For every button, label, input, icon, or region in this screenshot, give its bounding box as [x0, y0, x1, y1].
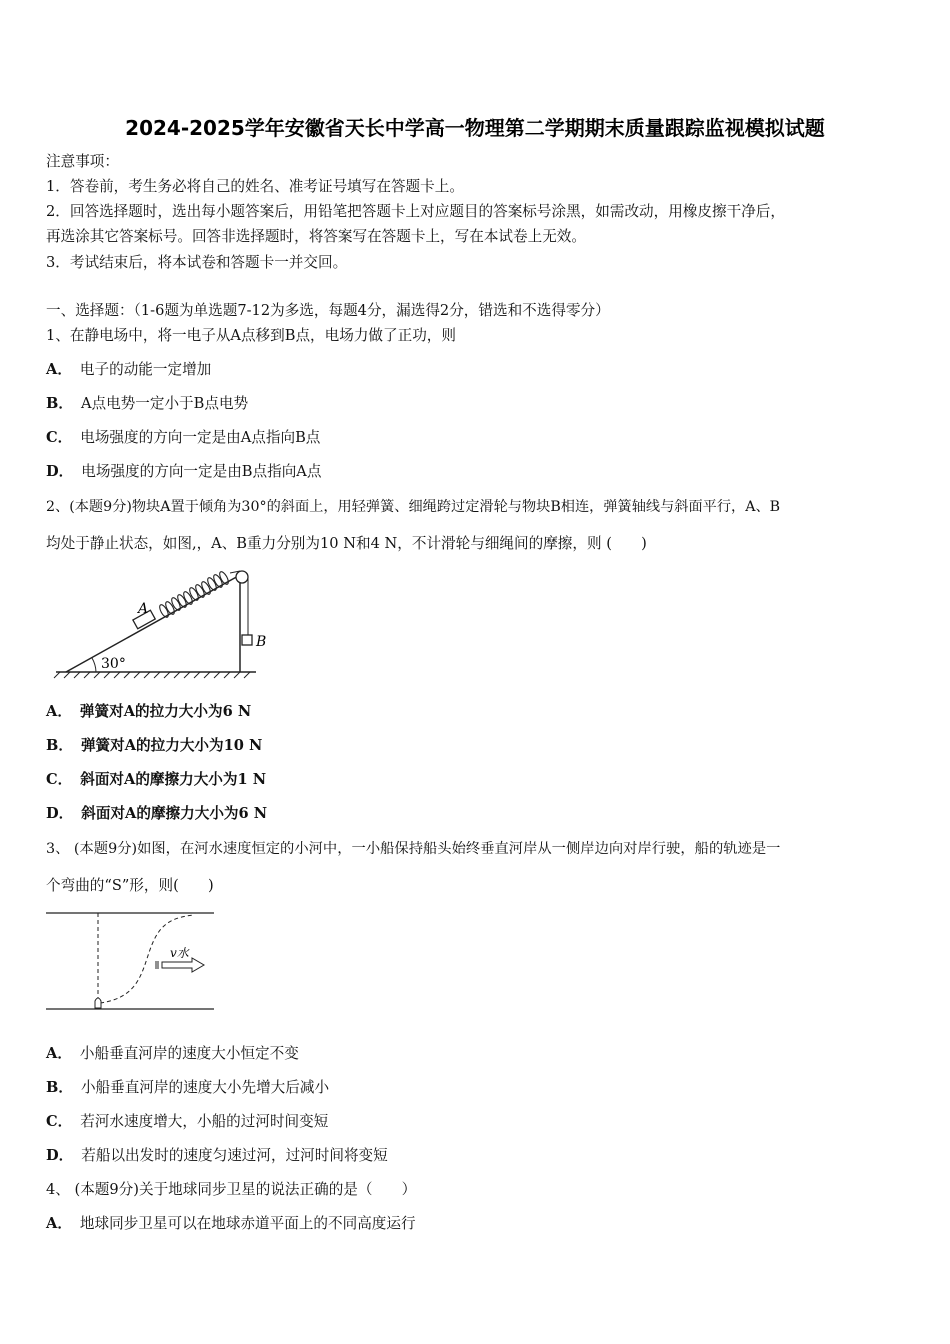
- option-text: 弹簧对A的拉力大小为6 N: [79, 703, 252, 720]
- question-4-option-a: [46, 1214, 416, 1234]
- option-label: A．: [46, 1215, 72, 1232]
- question-3-option-c: [46, 1112, 328, 1132]
- notice-heading: 注意事项：: [46, 153, 119, 170]
- option-label: C．: [46, 1113, 73, 1130]
- pulley: [236, 571, 248, 583]
- notice-item: 1．答卷前，考生务必将自己的姓名、准考证号填写在答题卡上。: [46, 178, 464, 195]
- incline-pulley-figure: [46, 565, 266, 680]
- option-label: B．: [46, 395, 73, 412]
- option-label: C．: [46, 429, 73, 446]
- option-label: A．: [46, 361, 72, 378]
- notice-item: 再选涂其它答案标号。回答非选择题时，将答案写在答题卡上，写在本试卷上无效。: [46, 228, 586, 245]
- option-text: 若船以出发时的速度匀速过河，过河时间将变短: [81, 1147, 388, 1164]
- question-3-stem-line2: 个弯曲的“S”形，则( ): [46, 877, 214, 894]
- question-2-option-b: [46, 736, 262, 756]
- block-a-label: A: [138, 601, 149, 617]
- option-text: 电场强度的方向一定是由B点指向A点: [81, 463, 322, 480]
- question-2-option-c: [46, 770, 266, 790]
- question-1-option-b: [46, 394, 248, 414]
- notice-item: 3．考试结束后，将本试卷和答题卡一并交回。: [46, 254, 348, 271]
- river-boat-figure: [44, 905, 219, 1017]
- angle-arc: [92, 658, 96, 672]
- question-3-option-b: [46, 1078, 329, 1098]
- option-text: A点电势一定小于B点电势: [80, 395, 249, 412]
- option-label: A．: [46, 703, 72, 720]
- question-2-option-d: [46, 804, 267, 824]
- option-label: D．: [46, 805, 74, 822]
- spring: [158, 570, 230, 618]
- question-2-stem-line2: 均处于静止状态，如图,，A、B重力分别为10 N和4 N，不计滑轮与细绳间的摩擦，则 ( ): [46, 535, 647, 552]
- boat: [95, 998, 101, 1008]
- notice-item: 2．回答选择题时，选出每小题答案后，用铅笔把答题卡上对应题目的答案标号涂黑，如需改动，用橡皮擦干净后，: [46, 203, 785, 220]
- question-3-option-d: [46, 1146, 388, 1166]
- option-text: 斜面对A的摩擦力大小为1 N: [80, 771, 267, 788]
- option-text: 小船垂直河岸的速度大小先增大后减小: [80, 1079, 330, 1096]
- option-text: 弹簧对A的拉力大小为10 N: [80, 737, 263, 754]
- question-1-option-d: [46, 462, 321, 482]
- question-1-stem: 1、在静电场中，将一电子从A点移到B点，电场力做了正功，则: [46, 327, 456, 344]
- incline-surface: [66, 575, 240, 672]
- question-3-option-a: [46, 1044, 299, 1064]
- question-2-stem-line1: 2、(本题9分)物块A置于倾角为30°的斜面上，用轻弹簧、细绳跨过定滑轮与物块B相连，弹簧轴线与斜面平行，A、B: [46, 499, 781, 515]
- option-text: 电场强度的方向一定是由A点指向B点: [80, 429, 321, 446]
- question-1-option-c: [46, 428, 320, 448]
- option-text: 小船垂直河岸的速度大小恒定不变: [79, 1045, 299, 1062]
- option-label: C．: [46, 771, 73, 788]
- option-text: 斜面对A的摩擦力大小为6 N: [81, 805, 268, 822]
- ground-hatch: [54, 672, 250, 678]
- option-label: A．: [46, 1045, 72, 1062]
- option-label: D．: [46, 463, 74, 480]
- block-b: [242, 635, 252, 645]
- question-1-option-a: [46, 360, 211, 380]
- question-4-stem: 4、 (本题9分)关于地球同步卫星的说法正确的是（ ）: [46, 1181, 417, 1198]
- option-text: 电子的动能一定增加: [79, 361, 212, 378]
- option-text: 地球同步卫星可以在地球赤道平面上的不同高度运行: [79, 1215, 416, 1232]
- option-label: B．: [46, 737, 73, 754]
- water-velocity-arrow: [162, 958, 204, 972]
- angle-label: 30°: [101, 656, 126, 672]
- option-label: D．: [46, 1147, 74, 1164]
- block-b-label: B: [256, 634, 266, 650]
- section-heading: 一、选择题：（1-6题为单选题7-12为多选，每题4分，漏选得2分，错选和不选得零分）: [46, 302, 610, 319]
- page-title: 2024-2025学年安徽省天长中学高一物理第二学期期末质量跟踪监视模拟试题: [125, 116, 825, 140]
- question-3-stem-line1: 3、 (本题9分)如图，在河水速度恒定的小河中，一小船保持船头始终垂直河岸从一侧岸边向对岸行驶，船的轨迹是一: [46, 841, 781, 857]
- option-label: B．: [46, 1079, 73, 1096]
- water-velocity-label: v水: [170, 946, 189, 960]
- question-2-option-a: [46, 702, 251, 722]
- option-text: 若河水速度增大，小船的过河时间变短: [80, 1113, 329, 1130]
